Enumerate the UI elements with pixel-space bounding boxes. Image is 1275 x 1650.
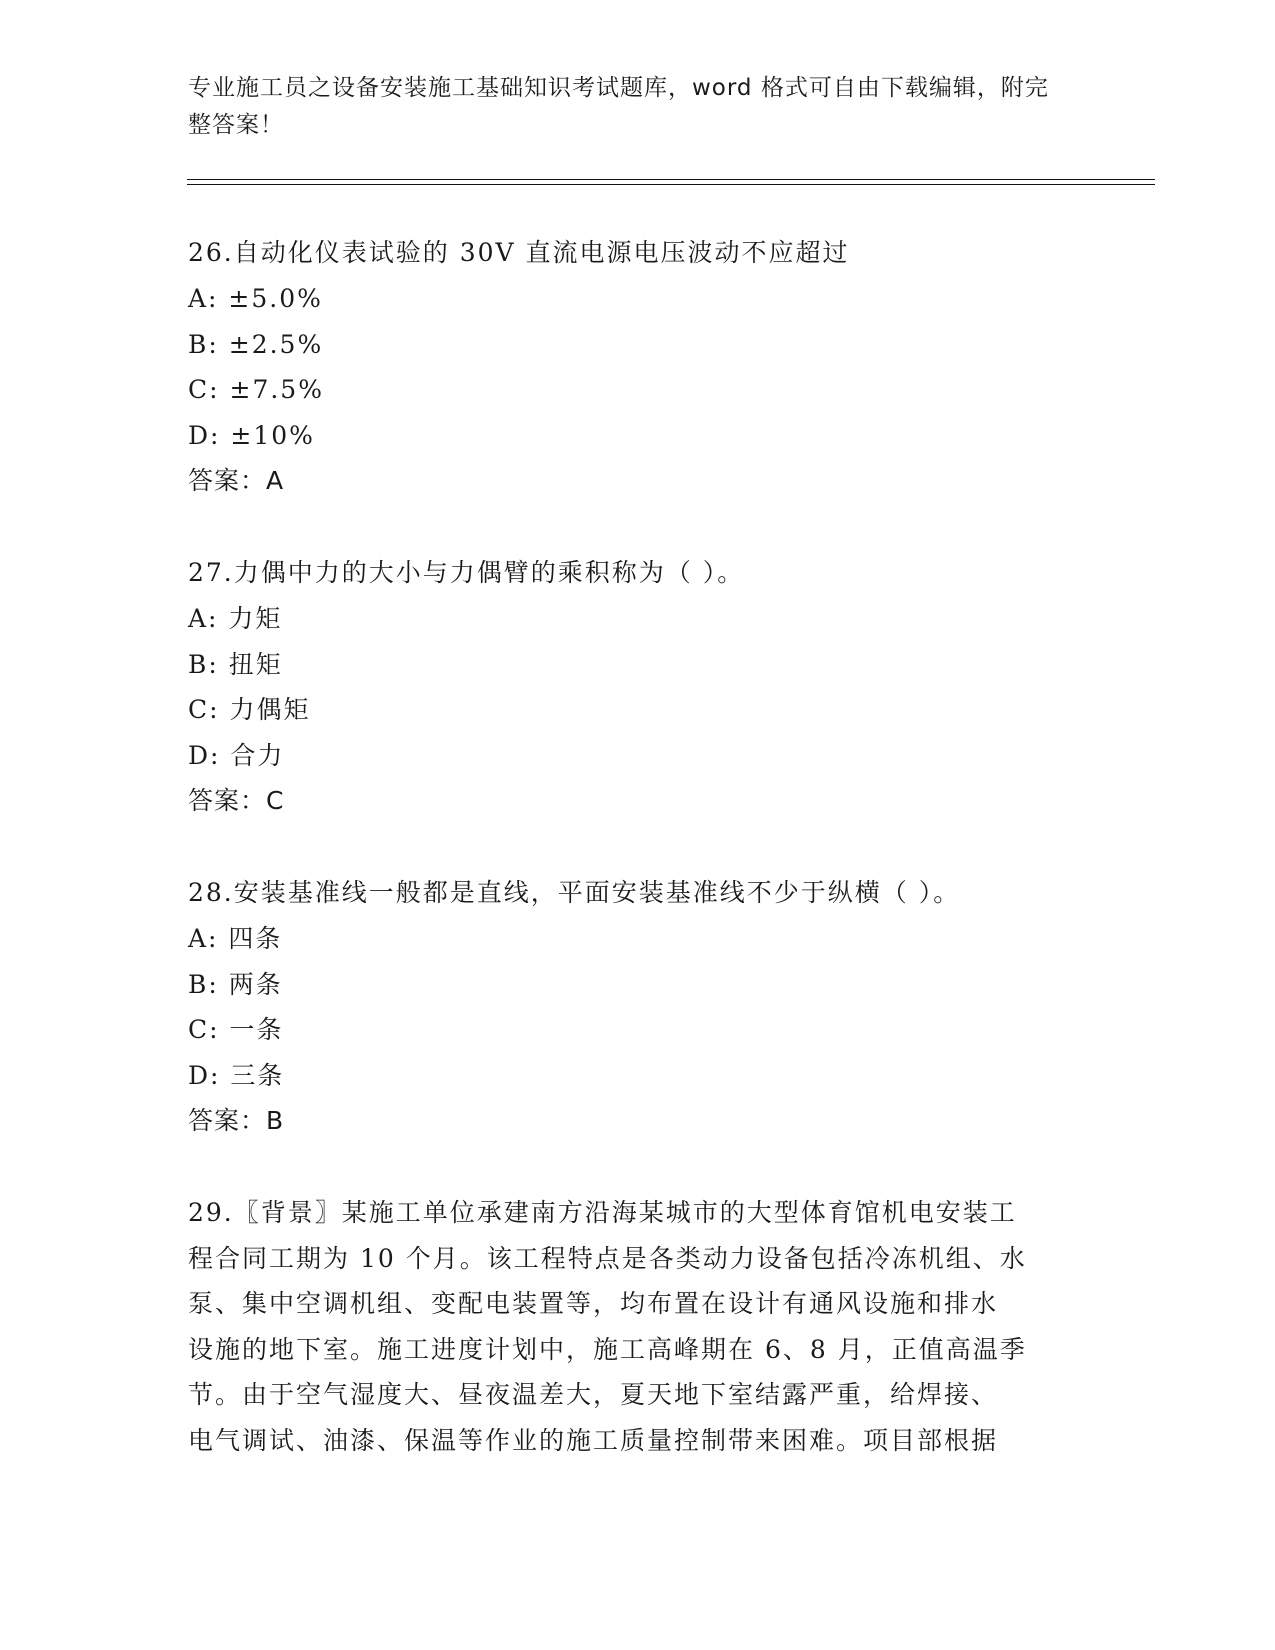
answer: 答案：C bbox=[188, 786, 285, 815]
question-list bbox=[188, 230, 1078, 1463]
header-divider-top bbox=[187, 179, 1155, 180]
option-b: B: ±2.5% bbox=[188, 329, 324, 359]
paragraph-line: 泵、集中空调机组、变配电装置等，均布置在设计有通风设施和排水 bbox=[188, 1289, 999, 1318]
option-c: C: 力偶矩 bbox=[188, 695, 311, 724]
option-a: A: ±5.0% bbox=[188, 284, 323, 313]
question-stem: 28.安装基准线一般都是直线，平面安装基准线不少于纵横（ ）。 bbox=[188, 878, 961, 907]
question-27 bbox=[188, 550, 1078, 824]
option-c: C: ±7.5% bbox=[188, 375, 324, 404]
paragraph-line: 电气调试、油漆、保温等作业的施工质量控制带来困难。项目部根据 bbox=[188, 1425, 999, 1455]
header-divider-bottom bbox=[187, 184, 1155, 185]
option-d: D: 三条 bbox=[188, 1060, 285, 1090]
question-26 bbox=[188, 230, 1078, 504]
header-line-1: 专业施工员之设备安装施工基础知识考试题库，word 格式可自由下载编辑，附完 bbox=[188, 75, 1049, 101]
document-header bbox=[188, 70, 1088, 144]
question-stem: 26.自动化仪表试验的 30V 直流电源电压波动不应超过 bbox=[188, 238, 850, 267]
option-a: A: 四条 bbox=[188, 924, 283, 953]
option-c: C: 一条 bbox=[188, 1015, 284, 1044]
option-b: B: 两条 bbox=[188, 969, 283, 999]
paragraph-line: 29.〖背景〗某施工单位承建南方沿海某城市的大型体育馆机电安装工 bbox=[188, 1198, 1017, 1227]
paragraph-line: 程合同工期为 10 个月。该工程特点是各类动力设备包括冷冻机组、水 bbox=[188, 1243, 1027, 1273]
paragraph-line: 节。由于空气湿度大、昼夜温差大，夏天地下室结露严重，给焊接、 bbox=[188, 1380, 999, 1409]
option-d: D: ±10% bbox=[188, 420, 315, 450]
header-line-2: 整答案！ bbox=[188, 112, 284, 138]
question-stem: 27.力偶中力的大小与力偶臂的乘积称为（ ）。 bbox=[188, 558, 745, 587]
question-28 bbox=[188, 870, 1078, 1144]
option-d: D: 合力 bbox=[188, 740, 285, 770]
answer: 答案：B bbox=[188, 1106, 285, 1135]
option-b: B: 扭矩 bbox=[188, 649, 283, 679]
answer: 答案：A bbox=[188, 466, 285, 495]
paragraph-line: 设施的地下室。施工进度计划中，施工高峰期在 6、8 月，正值高温季 bbox=[188, 1334, 1027, 1364]
question-29 bbox=[188, 1190, 1078, 1463]
option-a: A: 力矩 bbox=[188, 604, 283, 633]
